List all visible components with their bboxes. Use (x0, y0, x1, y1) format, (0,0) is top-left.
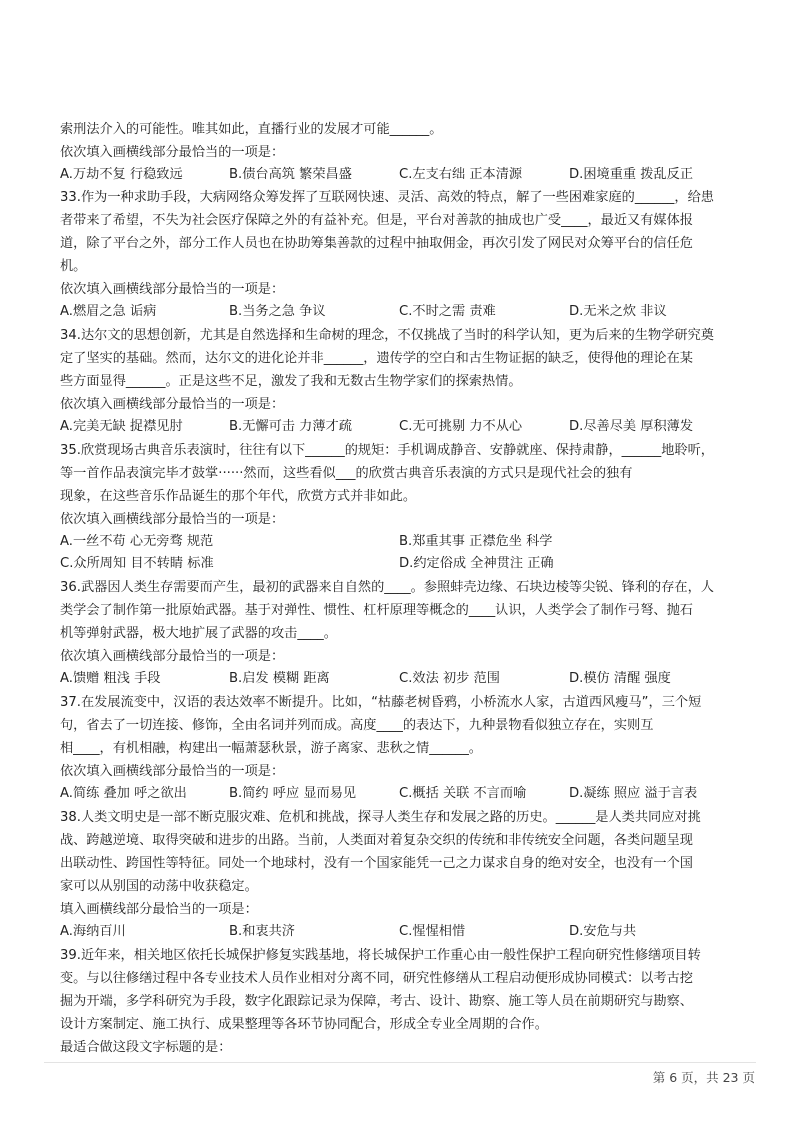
q32-option-a[interactable]: A.万劫不复 行稳致远 (60, 167, 183, 182)
q33-option-a[interactable]: A.燃眉之急 诟病 (60, 304, 157, 319)
q33-option-b[interactable]: B.当务之急 争议 (229, 304, 326, 319)
q32-prompt: 依次填入画横线部分最恰当的一项是： (60, 145, 285, 160)
q33-text-line: 33.作为一种求助手段，大病网络众筹发挥了互联网快速、灵活、高效的特点，解了一些困难家庭的______，给患 (60, 190, 714, 205)
q36-option-c[interactable]: C.效法 初步 范围 (399, 671, 500, 686)
q39-text-line: 设计方案制定、施工执行、成果整理等各环节协同配合，形成全专业全周期的合作。 (60, 1017, 548, 1032)
q37-option-c[interactable]: C.概括 关联 不言而喻 (399, 786, 527, 801)
q38-text-line: 出联动性、跨国性等特征。同处一个地球村，没有一个国家能凭一己之力谋求自身的绝对安全，也没有一个国 (60, 856, 693, 871)
q35-option-b[interactable]: B.郑重其事 正襟危坐 科学 (399, 534, 553, 549)
q35-text-line: 现象，在这些音乐作品诞生的那个年代，欣赏方式并非如此。 (60, 489, 417, 504)
q33-text-line: 道，除了平台之外，部分工作人员也在协助筹集善款的过程中抽取佣金，再次引发了网民对众筹平台的信任危 (60, 236, 693, 251)
q36-prompt: 依次填入画横线部分最恰当的一项是： (60, 649, 285, 664)
q33-text-line: 机。 (60, 259, 87, 274)
q36-text-line: 36.武器因人类生存需要而产生，最初的武器来自自然的____。参照蚌壳边缘、石块边棱等尖锐、锋利的存在，人 (60, 580, 714, 595)
q34-option-b[interactable]: B.无懈可击 力薄才疏 (229, 419, 352, 434)
q37-option-a[interactable]: A.简练 叠加 呼之欲出 (60, 786, 187, 801)
q33-text-line: 者带来了希望，不失为社会医疗保障之外的有益补充。但是，平台对善款的抽成也广受____，最近又有媒体报 (60, 213, 693, 228)
q36-option-d[interactable]: D.模仿 清醒 强度 (569, 671, 671, 686)
q35-text-line: 35.欣赏现场古典音乐表演时，往往有以下______的规矩：手机调成静音、安静就座、保持肃静，______地聆听， (60, 443, 714, 458)
q38-option-d[interactable]: D.安危与共 (569, 924, 637, 939)
footer-divider (44, 1062, 756, 1063)
q38-text-line: 家可以从别国的动荡中收获稳定。 (60, 879, 258, 894)
q37-text-line: 37.在发展流变中，汉语的表达效率不断提升。比如，“枯藤老树昏鸦，小桥流水人家，古道西风瘦马”，三个短 (60, 695, 702, 710)
q33-prompt: 依次填入画横线部分最恰当的一项是： (60, 282, 285, 297)
q32-option-c[interactable]: C.左支右绌 正本清源 (399, 167, 523, 182)
q39-prompt: 最适合做这段文字标题的是： (60, 1040, 232, 1055)
q35-text-line: 等一首作品表演完毕才鼓掌······然而，这些看似___的欣赏古典音乐表演的方式只是现代社会的独有 (60, 466, 633, 481)
q38-prompt: 填入画横线部分最恰当的一项是： (60, 902, 258, 917)
q33-option-d[interactable]: D.无米之炊 非议 (569, 304, 667, 319)
q38-option-c[interactable]: C.惺惺相惜 (399, 924, 466, 939)
q36-text-line: 类学会了制作第一批原始武器。基于对弹性、惯性、杠杆原理等概念的____认识，人类学会了制作弓弩、抛石 (60, 603, 693, 618)
q36-option-a[interactable]: A.馈赠 粗浅 手段 (60, 671, 161, 686)
q37-option-d[interactable]: D.凝练 照应 溢于言表 (569, 786, 698, 801)
q35-option-c[interactable]: C.众所周知 目不转睛 标准 (60, 556, 214, 571)
q33-option-c[interactable]: C.不时之需 责难 (399, 304, 496, 319)
q35-option-d[interactable]: D.约定俗成 全神贯注 正确 (399, 556, 554, 571)
q38-option-a[interactable]: A.海纳百川 (60, 924, 126, 939)
q34-prompt: 依次填入画横线部分最恰当的一项是： (60, 397, 285, 412)
q37-option-b[interactable]: B.简约 呼应 显而易见 (229, 786, 357, 801)
q39-text-line: 39.近年来，相关地区依托长城保护修复实践基地，将长城保护工作重心由一般性保护工程向研究性修缮项目转 (60, 948, 701, 963)
q39-text-line: 掘为开端，多学科研究为手段，数字化跟踪记录为保障，考古、设计、勘察、施工等人员在前期研究与勘察、 (60, 994, 693, 1009)
q36-option-b[interactable]: B.启发 模糊 距离 (229, 671, 330, 686)
q34-text-line: 些方面显得______。正是这些不足，激发了我和无数古生物学家们的探索热情。 (60, 374, 522, 389)
q34-text-line: 定了坚实的基础。然而，达尔文的进化论并非______，遗传学的空白和古生物证据的缺乏，使得他的理论在某 (60, 351, 693, 366)
q37-text-line: 相____，有机相融，构建出一幅萧瑟秋景，游子离家、悲秋之情______。 (60, 741, 482, 756)
q35-prompt: 依次填入画横线部分最恰当的一项是： (60, 512, 285, 527)
q38-option-b[interactable]: B.和衷共济 (229, 924, 295, 939)
q38-text-line: 战、跨越逆境、取得突破和进步的出路。当前，人类面对着复杂交织的传统和非传统安全问题，各类问题呈现 (60, 833, 693, 848)
q35-option-a[interactable]: A.一丝不苟 心无旁骛 规范 (60, 534, 214, 549)
page-number: 第 6 页，共 23 页 (652, 1070, 755, 1085)
q37-prompt: 依次填入画横线部分最恰当的一项是： (60, 764, 285, 779)
q34-text-line: 34.达尔文的思想创新，尤其是自然选择和生命树的理念，不仅挑战了当时的科学认知，更为后来的生物学研究奠 (60, 328, 714, 343)
q38-text-line: 38.人类文明史是一部不断克服灾难、危机和挑战，探寻人类生存和发展之路的历史。______是人类共同应对挑 (60, 810, 701, 825)
q32-option-b[interactable]: B.债台高筑 繁荣昌盛 (229, 167, 352, 182)
q32-option-d[interactable]: D.困境重重 拨乱反正 (569, 167, 694, 182)
q36-text-line: 机等弹射武器，极大地扩展了武器的攻击____。 (60, 626, 337, 641)
q34-option-c[interactable]: C.无可挑剔 力不从心 (399, 419, 523, 434)
q32-text-line: 索刑法介入的可能性。唯其如此，直播行业的发展才可能______。 (60, 122, 443, 137)
q39-text-line: 变。与以往修缮过程中各专业技术人员作业相对分离不同，研究性修缮从工程启动便形成协同模式：以考古挖 (60, 971, 693, 986)
q34-option-d[interactable]: D.尽善尽美 厚积薄发 (569, 419, 694, 434)
q37-text-line: 句，省去了一切连接、修饰，全由名词并列而成。高度____的表达下，九种景物看似独立存在，实则互 (60, 718, 654, 733)
q34-option-a[interactable]: A.完美无缺 捉襟见肘 (60, 419, 183, 434)
